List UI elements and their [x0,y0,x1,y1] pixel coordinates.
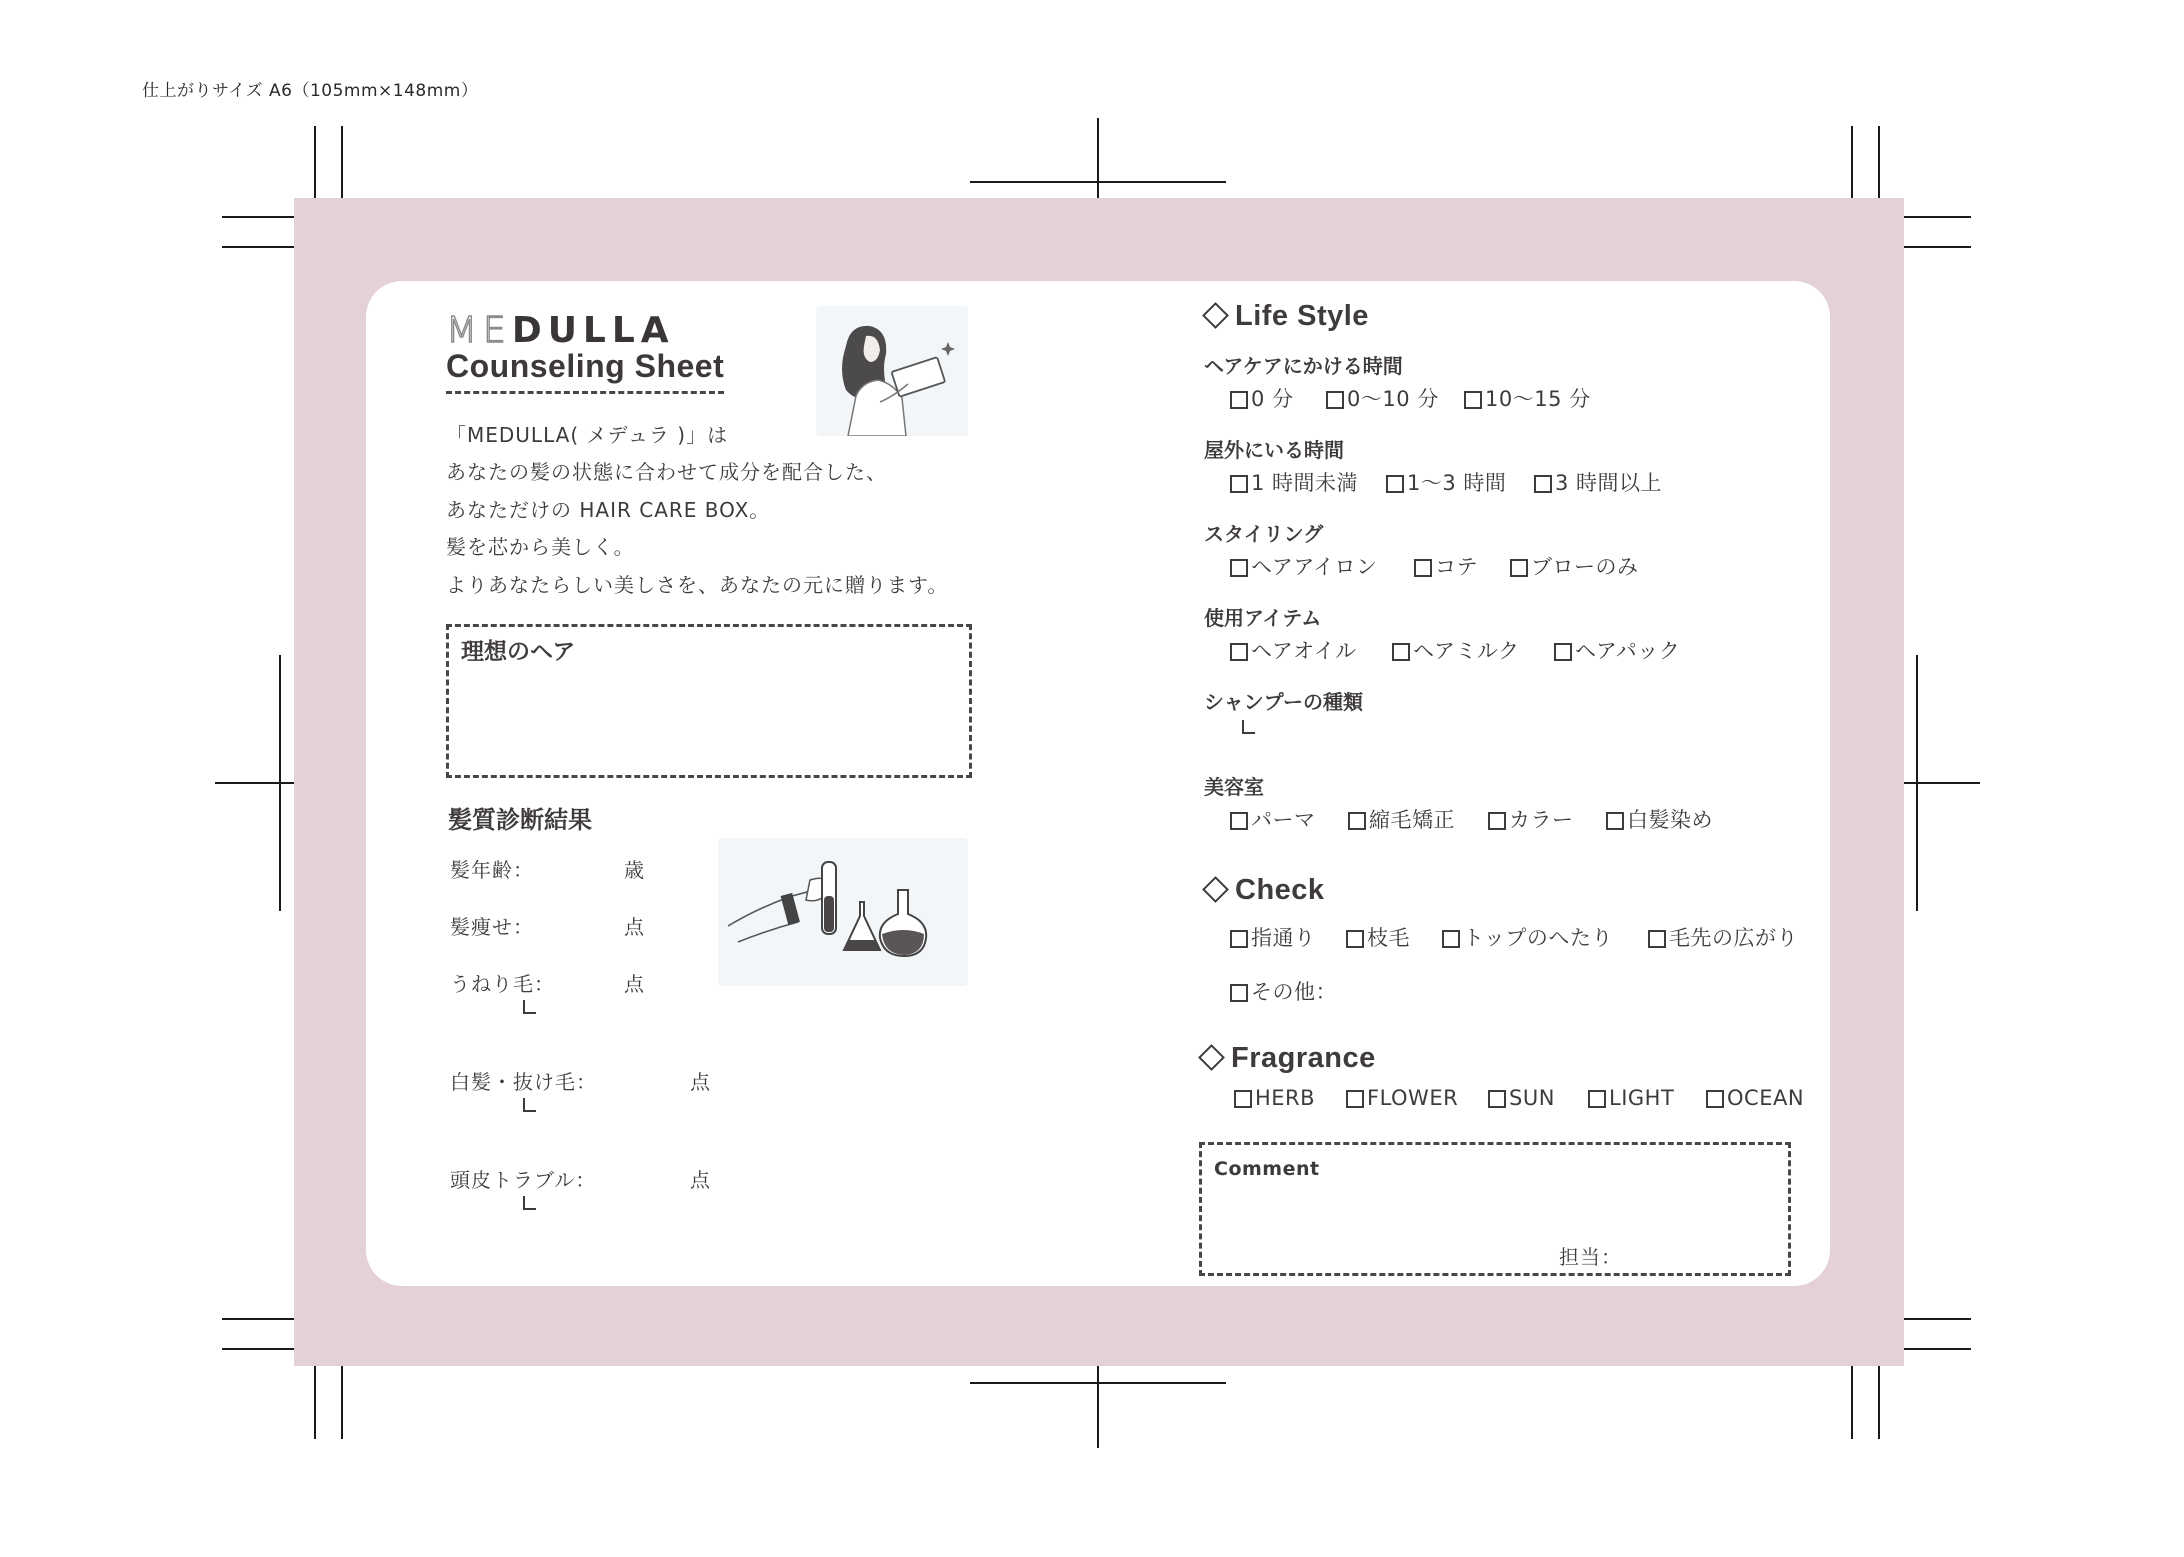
scalp-trouble-label: 頭皮トラブル： [450,1168,597,1192]
checkbox [1464,391,1482,409]
checkbox [1588,1090,1606,1108]
checkbox [1348,812,1366,830]
q-haircare-time-label: ヘアケアにかける時間 [1204,354,1403,378]
option-0-10-min[interactable]: 0〜10 分 [1326,383,1439,413]
option-hair-iron[interactable]: ヘアアイロン [1230,551,1377,581]
medulla-logo: MEDULLA [446,310,675,351]
hair-age-label: 髪年齢： [450,858,534,882]
ideal-hair-box[interactable] [446,624,972,778]
option-flower[interactable]: FLOWER [1346,1086,1458,1110]
option-curling-iron[interactable]: コテ [1414,551,1478,581]
hair-thinning-unit: 点 [624,915,644,939]
option-10-15-min[interactable]: 10〜15 分 [1464,383,1591,413]
intro-line-3: あなただけの HAIR CARE BOX。 [446,498,771,522]
option-flat-top[interactable]: トップのへたり [1442,922,1613,952]
checkbox [1488,812,1506,830]
staff-label: 担当： [1559,1245,1622,1269]
option-blow-only[interactable]: ブローのみ [1510,551,1639,581]
intro-line-4: 髪を芯から美しく。 [446,535,635,559]
checkbox [1510,559,1528,577]
option-color[interactable]: カラー [1488,804,1574,834]
option-hair-pack[interactable]: ヘアパック [1554,635,1680,665]
comment-box[interactable] [1199,1142,1791,1276]
gray-hair-loss-unit: 点 [690,1070,710,1094]
option-1-3h[interactable]: 1〜3 時間 [1386,467,1506,497]
lab-flasks-icon [718,838,968,986]
checkbox [1234,1090,1252,1108]
frizz-unit: 点 [624,972,644,996]
checkbox [1534,475,1552,493]
option-under-1h[interactable]: 1 時間未満 [1230,467,1358,497]
q-items-label: 使用アイテム [1204,606,1322,630]
option-finger-combing[interactable]: 指通り [1230,922,1316,952]
option-gray-dye[interactable]: 白髪染め [1606,804,1713,834]
hair-age-unit: 歳 [624,858,644,882]
sub-note-mark [523,1196,536,1210]
option-ocean[interactable]: OCEAN [1706,1086,1804,1110]
intro-line-2: あなたの髪の状態に合わせて成分を配合した、 [446,460,887,484]
comment-label: Comment [1214,1158,1320,1180]
check-heading: Check [1200,874,1325,907]
option-0-min[interactable]: 0 分 [1230,383,1294,413]
lifestyle-heading: Life Style [1200,300,1369,333]
checkbox [1606,812,1624,830]
gray-hair-loss-label: 白髪・抜け毛： [450,1070,597,1094]
checkbox [1346,1090,1364,1108]
sub-note-mark [523,1000,536,1014]
checkbox [1230,475,1248,493]
option-light[interactable]: LIGHT [1588,1086,1674,1110]
checkbox [1230,812,1248,830]
checkbox [1706,1090,1724,1108]
checkbox [1346,930,1364,948]
q-outdoor-time-label: 屋外にいる時間 [1204,438,1344,462]
sub-note-mark [523,1098,536,1112]
option-other[interactable]: その他： [1230,976,1337,1006]
option-over-3h[interactable]: 3 時間以上 [1534,467,1662,497]
scalp-trouble-unit: 点 [690,1168,710,1192]
fragrance-heading: Fragrance [1196,1042,1376,1075]
checkbox [1386,475,1404,493]
option-split-ends[interactable]: 枝毛 [1346,922,1410,952]
checkbox [1554,643,1572,661]
woman-holding-box-icon [816,306,968,436]
checkbox [1392,643,1410,661]
checkbox [1488,1090,1506,1108]
checkbox [1230,984,1248,1002]
option-herb[interactable]: HERB [1234,1086,1315,1110]
checkbox [1230,643,1248,661]
sub-note-mark [1242,720,1255,734]
frizz-label: うねり毛： [450,972,555,996]
checkbox [1442,930,1460,948]
option-straightening[interactable]: 縮毛矯正 [1348,804,1455,834]
diamond-icon [1202,876,1229,903]
intro-line-1: 「MEDULLA( メデュラ )」は [446,423,729,447]
checkbox [1230,930,1248,948]
checkbox [1414,559,1432,577]
q-styling-label: スタイリング [1204,522,1324,546]
option-hair-milk[interactable]: ヘアミルク [1392,635,1519,665]
intro-line-5: よりあなたらしい美しさを、あなたの元に贈ります。 [446,573,949,597]
option-hair-oil[interactable]: ヘアオイル [1230,635,1357,665]
q-shampoo-label: シャンプーの種類 [1204,690,1363,714]
diamond-icon [1202,302,1229,329]
checkbox [1648,930,1666,948]
checkbox [1230,391,1248,409]
option-perm[interactable]: パーマ [1230,804,1316,834]
diagnosis-title: 髪質診断結果 [448,806,592,834]
diamond-icon [1198,1044,1225,1071]
checkbox [1326,391,1344,409]
q-salon-label: 美容室 [1204,775,1264,799]
option-spread-tips[interactable]: 毛先の広がり [1648,922,1798,952]
checkbox [1230,559,1248,577]
hair-thinning-label: 髪痩せ： [450,915,534,939]
print-size-note: 仕上がりサイズ A6（105mm×148mm） [142,81,479,101]
option-sun[interactable]: SUN [1488,1086,1555,1110]
sheet-title: Counseling Sheet [446,348,724,394]
ideal-hair-label: 理想のヘア [461,639,576,665]
